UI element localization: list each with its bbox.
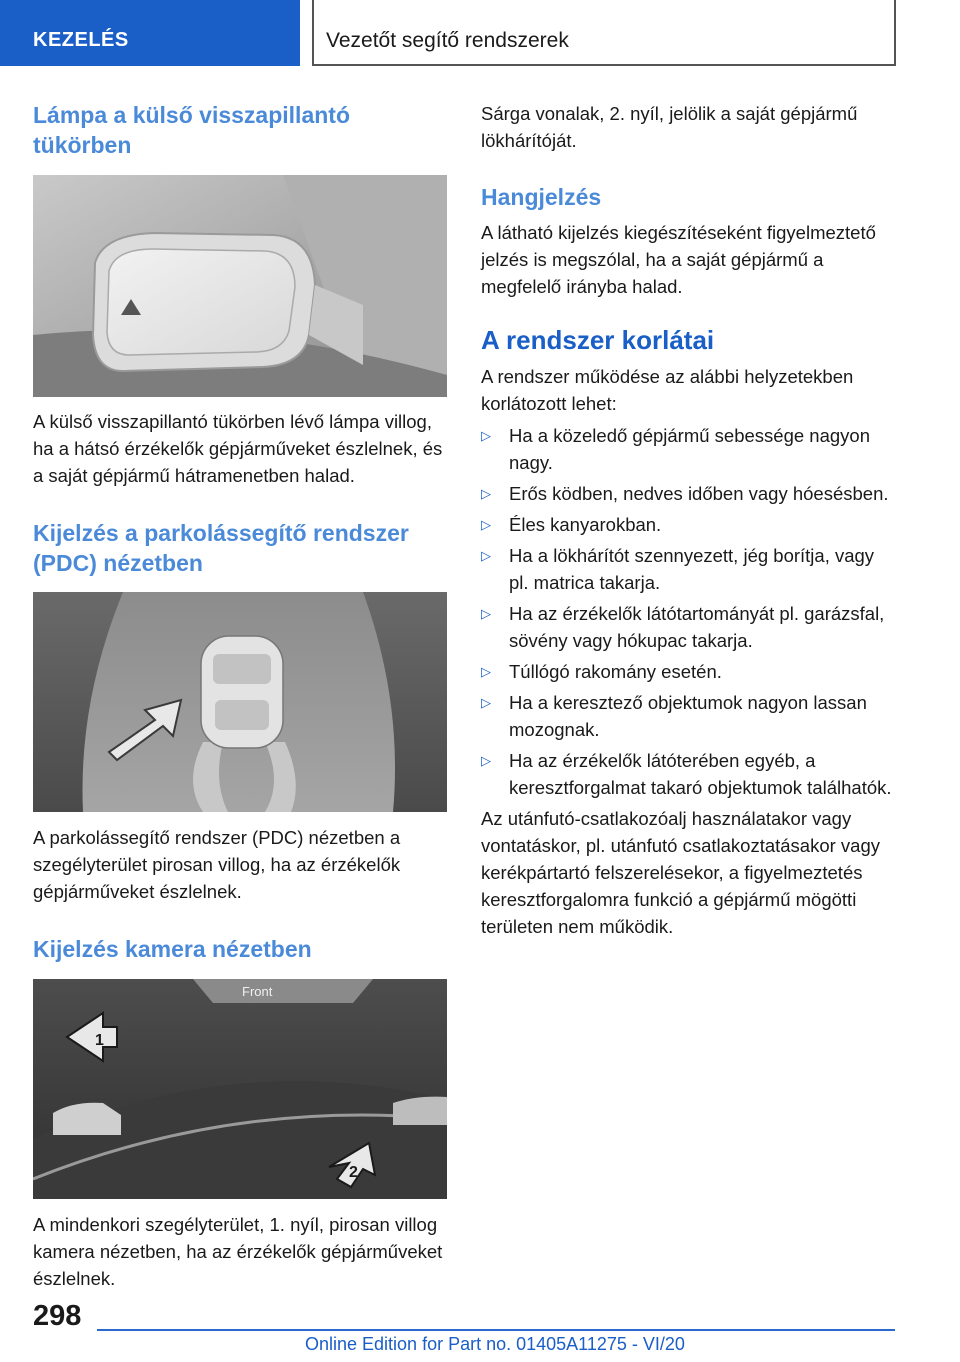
camera-illustration (33, 979, 447, 1199)
heading-camera-view: Kijelzés kamera nézetben (33, 936, 312, 962)
bullet-triangle-icon: ▷ (481, 486, 491, 501)
footer-divider (97, 1329, 895, 1331)
chapter-tab: KEZELÉS (0, 0, 300, 66)
pdc-illustration (33, 592, 447, 812)
paragraph-sound-signal: A látható kijelzés kiegészítéseként figyelmeztető jelzés is megszólal, ha a saját gépjármű a megfelelő irányba halad. (481, 222, 876, 297)
bullet-triangle-icon: ▷ (481, 695, 491, 710)
list-item: ▷ Ha a lökhárítót szennyezett, jég borítja, vagy pl. matrica takarja. (481, 542, 895, 596)
side-mirror-illustration (33, 175, 447, 397)
heading-pdc-view: Kijelzés a parkolássegítő rendszer (PDC) nézetben (33, 520, 409, 576)
bullet-triangle-icon: ▷ (481, 753, 491, 768)
list-item: ▷ Ha a keresztező objektumok nagyon lassan mozognak. (481, 689, 895, 743)
list-item: ▷ Ha a közeledő gépjármű sebessége nagyon nagy. (481, 422, 895, 476)
camera-marker-2: 2 (349, 1164, 358, 1181)
bullet-triangle-icon: ▷ (481, 428, 491, 443)
list-item: ▷ Ha az érzékelők látótartományát pl. garázsfal, sövény vagy hókupac takarja. (481, 600, 895, 654)
list-item: ▷ Túllógó rakomány esetén. (481, 658, 895, 685)
paragraph-yellow-lines: Sárga vonalak, 2. nyíl, jelölik a saját gépjármű lökhárítóját. (481, 103, 858, 151)
paragraph-limits-intro: A rendszer működése az alábbi helyzetekben korlátozott lehet: (481, 366, 854, 414)
section-title: Vezetőt segítő rendszerek (312, 0, 896, 66)
heading-mirror-lamp: Lámpa a külső visszapillantó tükörben (33, 102, 350, 158)
bullet-triangle-icon: ▷ (481, 517, 491, 532)
page-number: 298 (33, 1300, 82, 1332)
limits-list (481, 422, 895, 801)
list-item: ▷ Ha az érzékelők látóterében egyéb, a keresztforgalmat takaró objektumok találhatók. (481, 747, 895, 801)
bullet-triangle-icon: ▷ (481, 548, 491, 563)
bullet-triangle-icon: ▷ (481, 606, 491, 621)
camera-front-label: Front (242, 984, 273, 999)
bullet-triangle-icon: ▷ (481, 664, 491, 679)
paragraph-pdc-view: A parkolássegítő rendszer (PDC) nézetben a szegélyterület pirosan villog, ha az érzékelők gépjárműveket észlelnek. (33, 827, 401, 902)
paragraph-trailer: Az utánfutó-csatlakozóalj használatakor vagy vontatáskor, pl. utánfutó csatlakoztatásakor vagy kerékpártartó felszerelésekor, a figyelmeztetés keresztforgalomra funkció a gépjármű mögötti területen nem működik. (481, 808, 881, 937)
right-column (481, 100, 895, 940)
figure-camera-view (33, 979, 447, 1199)
footer-edition-text: Online Edition for Part no. 01405A11275 - VI/20 (305, 1334, 685, 1354)
list-item: ▷ Erős ködben, nedves időben vagy hóesésben. (481, 480, 895, 507)
left-column (33, 100, 447, 1292)
figure-side-mirror (33, 175, 447, 397)
heading-sound-signal: Hangjelzés (481, 184, 602, 210)
heading-system-limits: A rendszer korlátai (481, 325, 715, 355)
list-item: ▷ Éles kanyarokban. (481, 511, 895, 538)
camera-marker-1: 1 (95, 1032, 104, 1049)
paragraph-mirror-lamp: A külső visszapillantó tükörben lévő lámpa villog, ha a hátsó érzékelők gépjárműveket észlelnek, és a saját gépjármű hátramenetben halad. (33, 411, 443, 486)
figure-pdc-view (33, 592, 447, 812)
paragraph-camera-view: A mindenkori szegélyterület, 1. nyíl, pirosan villog kamera nézetben, ha az érzékelők gépjárműveket észlelnek. (33, 1214, 443, 1289)
